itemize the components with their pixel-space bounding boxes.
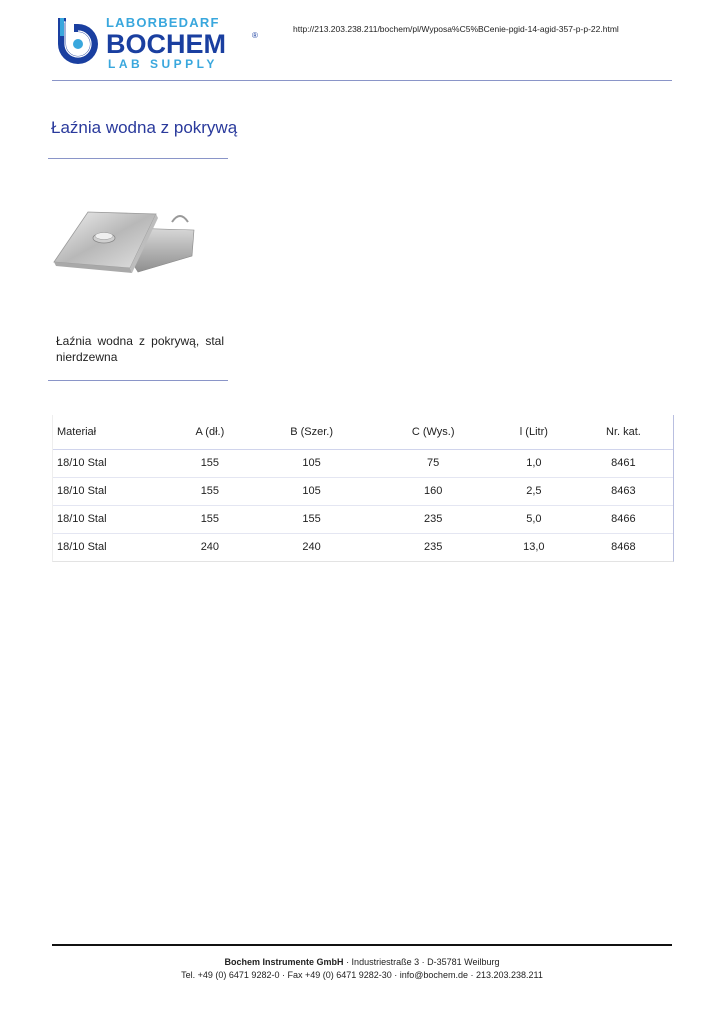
col-material: Materiał [53, 415, 169, 449]
cell-width: 240 [302, 541, 321, 554]
cell-catalog-number[interactable]: 8468 [611, 541, 636, 554]
footer-company: Bochem Instrumente GmbH [224, 957, 344, 967]
cell-height: 75 [372, 449, 493, 477]
footer-address: · Industriestraße 3 · D-35781 Weilburg [343, 957, 500, 967]
cell-width: 155 [251, 505, 373, 533]
table-row[interactable] [53, 477, 673, 505]
logo-main-text: BOCHEM [106, 29, 226, 59]
col-catalog-number: Nr. kat. [574, 415, 673, 449]
col-height-c: C (Wys.) [372, 415, 493, 449]
product-variants-table [53, 415, 673, 561]
cell-width: 105 [251, 449, 373, 477]
cell-height: 235 [372, 505, 493, 533]
table-row[interactable] [53, 533, 673, 561]
cell-material: 18/10 Stal [53, 505, 169, 533]
cell-length: 240 [200, 541, 220, 554]
cell-material: 18/10 Stal [57, 541, 107, 554]
title-divider [48, 158, 228, 159]
product-description: Łaźnia wodna z pokrywą, stal nierdzewna [56, 334, 224, 364]
description-divider [48, 380, 228, 381]
cell-length: 155 [169, 449, 251, 477]
table-row[interactable] [53, 505, 673, 533]
cell-catalog-number[interactable]: 8466 [574, 505, 673, 533]
product-table-frame [52, 415, 674, 562]
cell-volume: 2,5 [494, 477, 574, 505]
bochem-b-logo-icon [58, 18, 98, 64]
registered-mark: ® [252, 31, 258, 40]
logo-top-text: LABORBEDARF [106, 15, 220, 30]
col-width-b: B (Szer.) [251, 415, 373, 449]
footer [52, 956, 672, 982]
cell-length: 155 [169, 505, 251, 533]
page-title: Łaźnia wodna z pokrywą [51, 118, 238, 137]
footer-address-line [52, 956, 672, 969]
cell-height: 160 [372, 477, 493, 505]
cell-volume: 5,0 [494, 505, 574, 533]
water-bath-with-lid-image [52, 200, 198, 280]
cell-length: 155 [169, 477, 251, 505]
source-url[interactable]: http://213.203.238.211/bochem/pl/Wyposa%C5%BCenie-pgid-14-agid-357-p-p-22.html [293, 24, 619, 34]
cell-height: 235 [424, 541, 443, 554]
cell-catalog-number[interactable]: 8461 [574, 449, 673, 477]
table-header-row [53, 415, 673, 449]
col-length-a: A (dł.) [169, 415, 251, 449]
cell-volume: 1,0 [494, 449, 574, 477]
table-row[interactable] [53, 449, 673, 477]
header-divider [52, 80, 672, 81]
logo-bottom-text: LAB SUPPLY [108, 57, 218, 70]
bochem-logo[interactable] [52, 14, 264, 70]
col-volume-litre: l (Litr) [494, 415, 574, 449]
cell-catalog-number[interactable]: 8463 [574, 477, 673, 505]
cell-material: 18/10 Stal [53, 477, 169, 505]
footer-contact: Tel. +49 (0) 6471 9282-0 · Fax +49 (0) 6471 9282-30 · info@bochem.de · 213.203.238.211 [181, 970, 543, 980]
footer-divider [52, 944, 672, 946]
cell-material: 18/10 Stal [53, 449, 169, 477]
cell-volume: 13,0 [523, 541, 545, 554]
cell-width: 105 [251, 477, 373, 505]
